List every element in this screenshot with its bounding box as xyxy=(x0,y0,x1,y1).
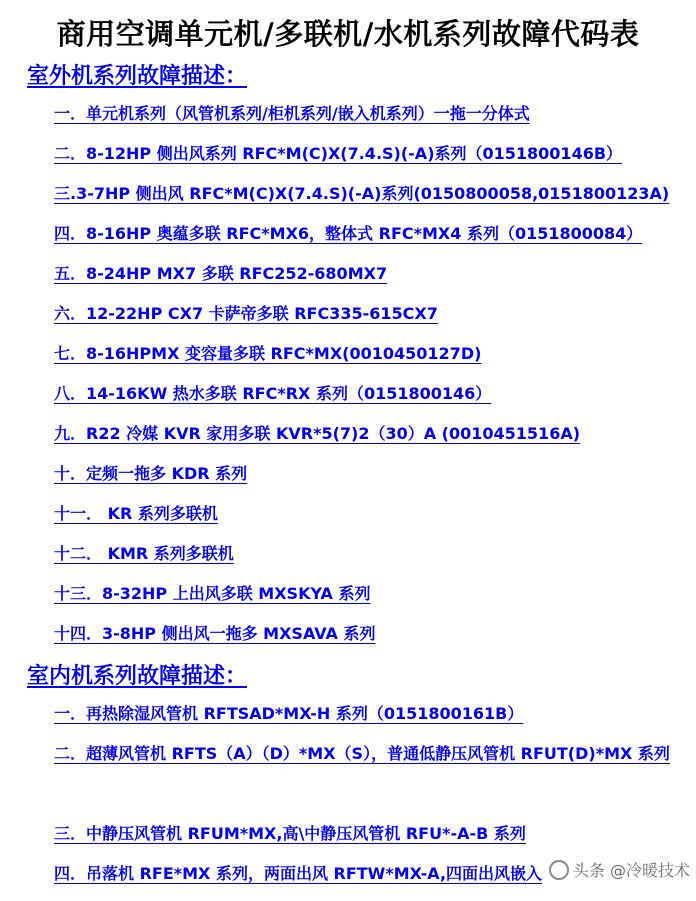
outdoor-item-3[interactable]: 三.3-7HP 侧出风 RFC*M(C)X(7.4.S)(-A)系列(0150800058,0151800123A) xyxy=(54,184,670,203)
outdoor-item-10[interactable]: 十．定频一拖多 KDR 系列 xyxy=(54,464,248,483)
outdoor-item-9[interactable]: 九．R22 冷媒 KVR 家用多联 KVR*5(7)2（30）A (0010451516A) xyxy=(54,424,581,443)
watermark-logo-icon xyxy=(549,860,569,880)
outdoor-item-2[interactable]: 二．8-12HP 侧出风系列 RFC*M(C)X(7.4.S)(-A)系列（0151800146B） xyxy=(54,144,623,163)
indoor-item-1[interactable]: 一．再热除湿风管机 RFTSAD*MX-H 系列（0151800161B） xyxy=(54,704,524,723)
page-title: 商用空调单元机/多联机/水机系列故障代码表 xyxy=(56,17,640,51)
outdoor-item-14[interactable]: 十四．3-8HP 侧出风一拖多 MXSAVA 系列 xyxy=(54,624,376,643)
indoor-item-4[interactable]: 四．吊落机 RFE*MX 系列，两面出风 RFTW*MX-A,四面出风嵌入 xyxy=(54,864,543,883)
outdoor-item-6[interactable]: 六．12-22HP CX7 卡萨帝多联 RFC335-615CX7 xyxy=(54,304,438,323)
indoor-item-3[interactable]: 三．中静压风管机 RFUM*MX,高\中静压风管机 RFU*-A-B 系列 xyxy=(54,824,526,843)
indoor-item-2[interactable]: 二．超薄风管机 RFTS（A）（D）*MX（S），普通低静压风管机 RFUT(D)*MX 系列 xyxy=(54,744,670,763)
outdoor-item-1[interactable]: 一．单元机系列（风管机系列/柜机系列/嵌入机系列）一拖一分体式 xyxy=(54,104,530,123)
indoor-section-heading[interactable]: 室内机系列故障描述： xyxy=(27,664,248,689)
outdoor-item-4[interactable]: 四．8-16HP 奥蕴多联 RFC*MX6，整体式 RFC*MX4 系列（0151800084） xyxy=(54,224,643,243)
watermark xyxy=(549,858,690,881)
outdoor-item-8[interactable]: 八．14-16KW 热水多联 RFC*RX 系列（0151800146） xyxy=(54,384,492,403)
outdoor-item-5[interactable]: 五．8-24HP MX7 多联 RFC252-680MX7 xyxy=(54,264,388,283)
outdoor-item-11[interactable]: 十一． KR 系列多联机 xyxy=(54,504,218,523)
outdoor-item-7[interactable]: 七．8-16HPMX 变容量多联 RFC*MX(0010450127D) xyxy=(54,344,482,363)
watermark-text: 头条 @冷暖技术 xyxy=(572,861,690,880)
outdoor-item-12[interactable]: 十二． KMR 系列多联机 xyxy=(54,544,234,563)
outdoor-section-heading[interactable]: 室外机系列故障描述： xyxy=(27,64,248,89)
outdoor-item-13[interactable]: 十三．8-32HP 上出风多联 MXSKYA 系列 xyxy=(54,584,371,603)
